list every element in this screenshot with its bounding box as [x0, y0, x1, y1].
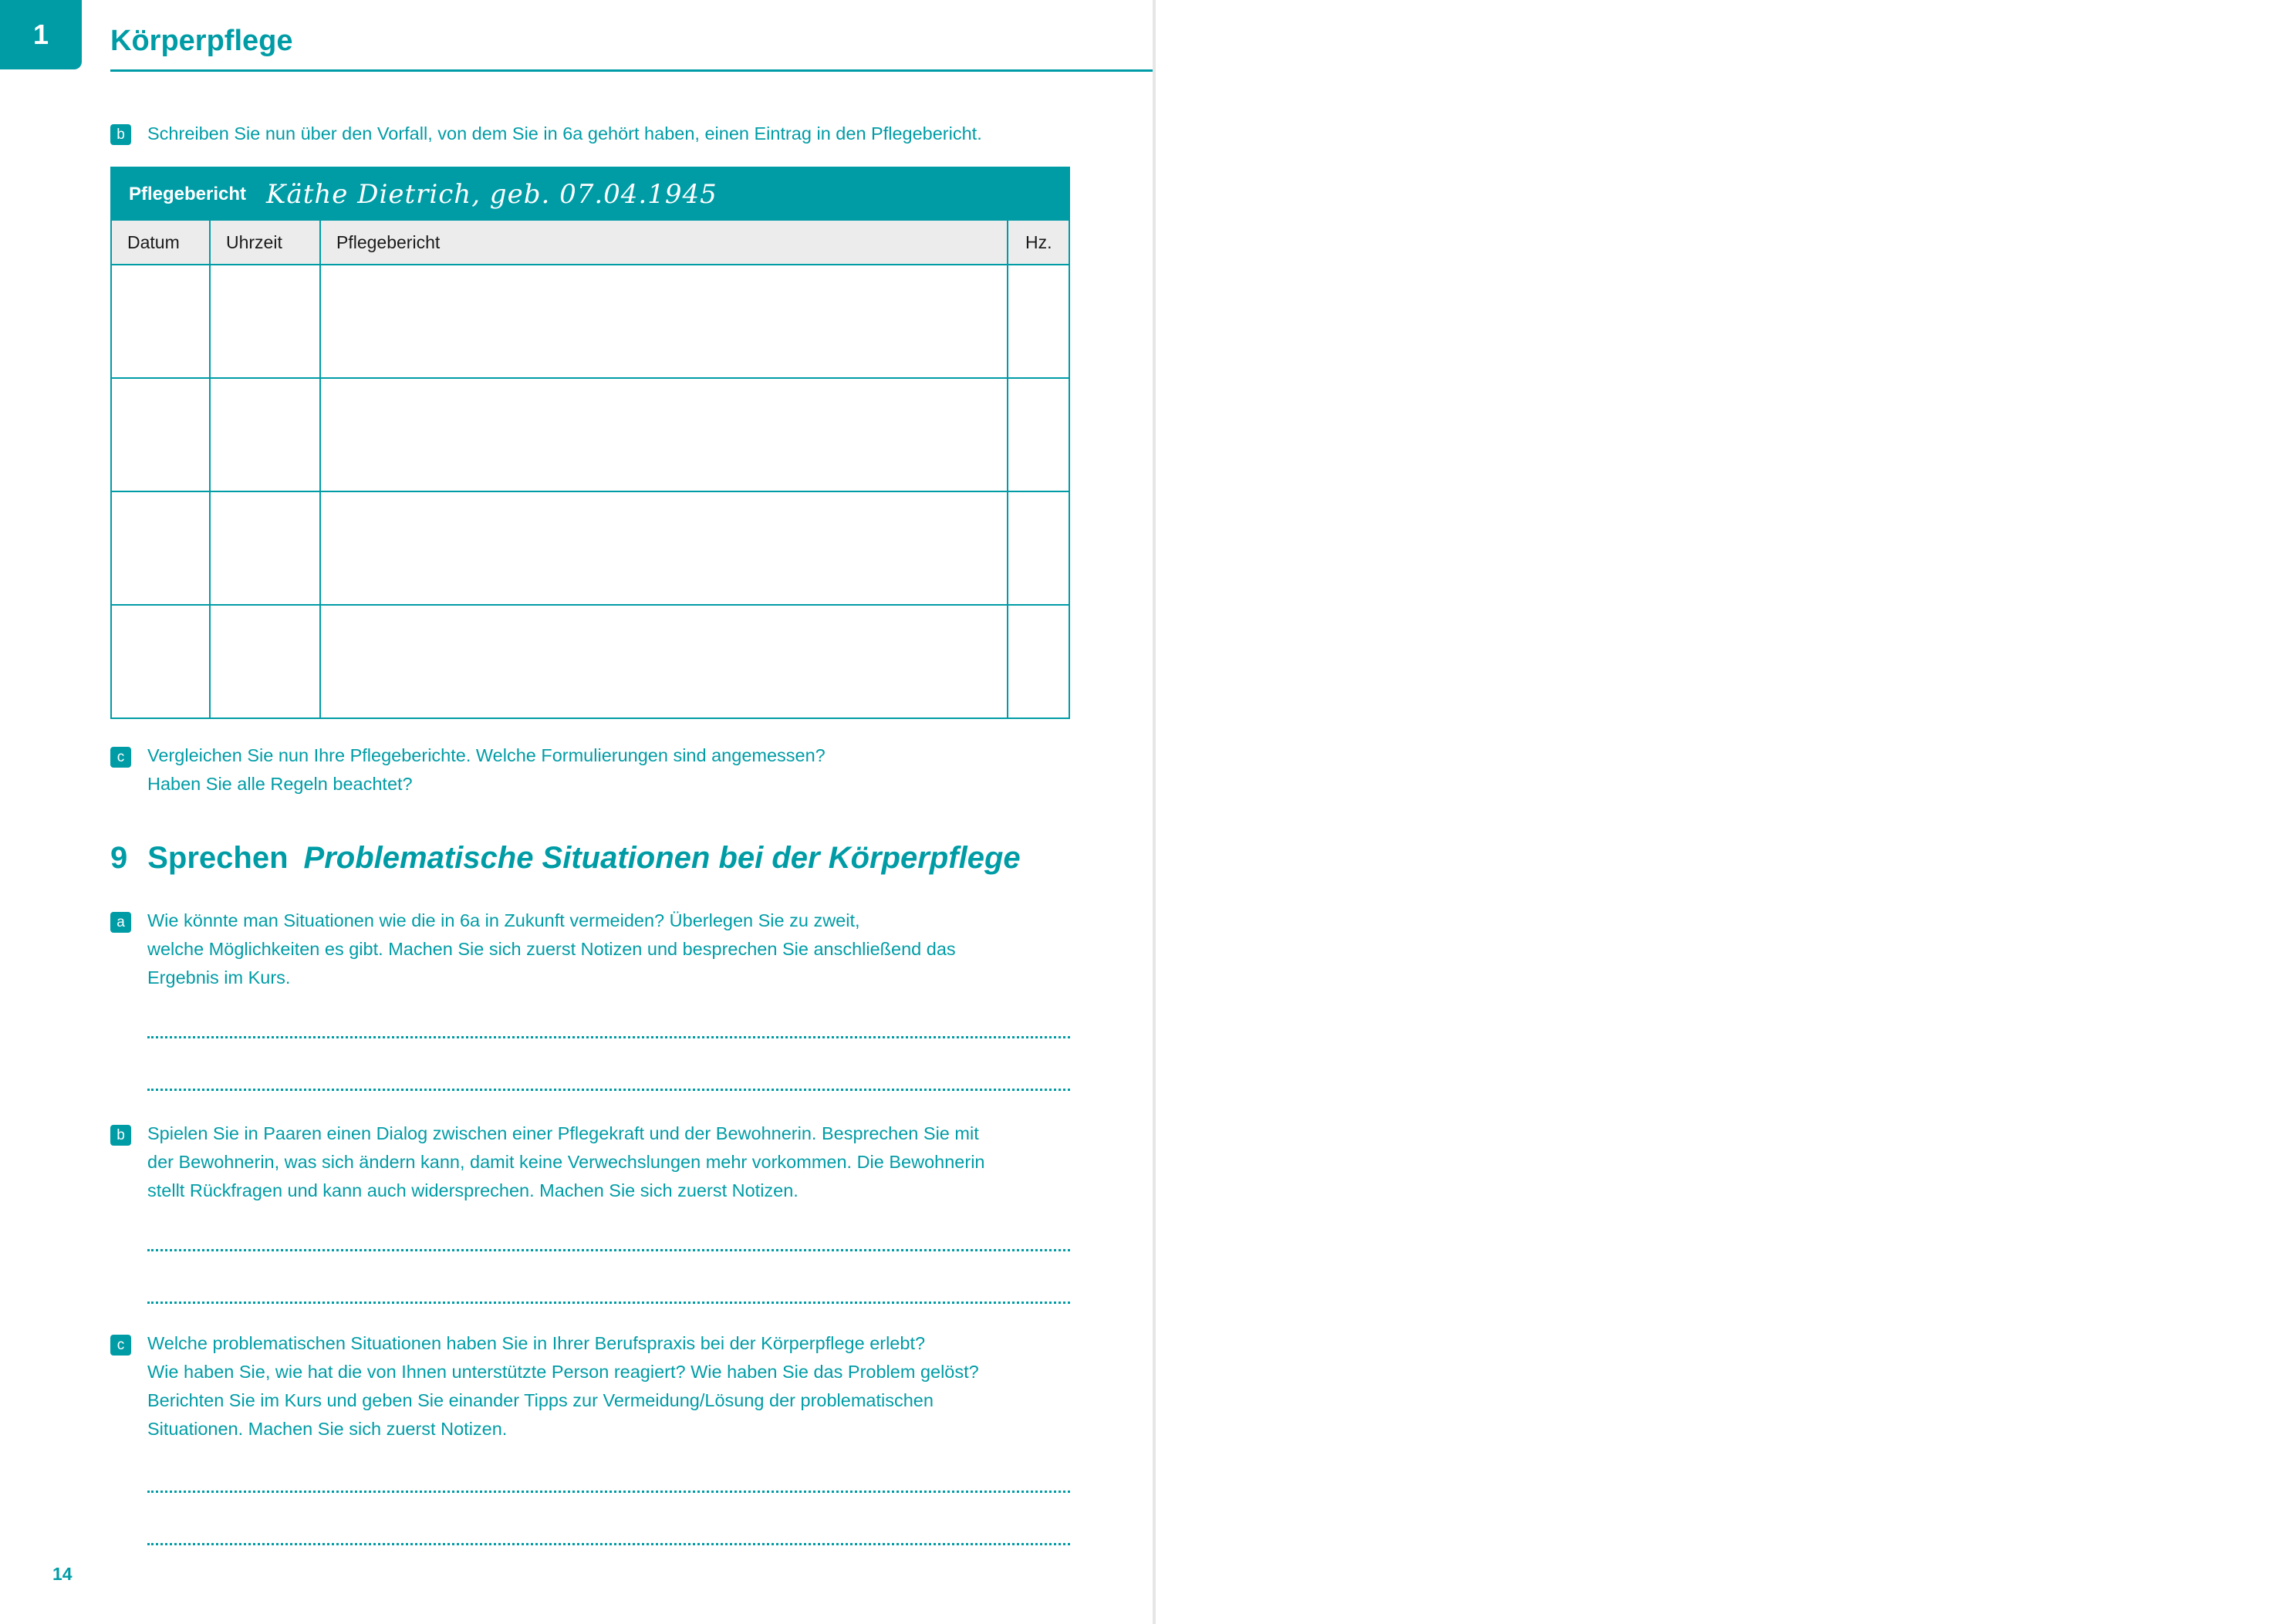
task-line: Wie haben Sie, wie hat die von Ihnen unterstützte Person reagiert? Wie haben Sie das Problem gelöst? [147, 1362, 979, 1382]
task-badge-9c: c [110, 1335, 131, 1356]
column-header-pflegebericht: Pflegebericht [321, 221, 1008, 264]
pflegebericht-cell[interactable] [321, 265, 1008, 377]
datum-cell[interactable] [112, 379, 211, 491]
task-text-9a [147, 907, 1150, 992]
task-line: Situationen. Machen Sie sich zuerst Notizen. [147, 1419, 508, 1439]
report-label: Pflegebericht [129, 184, 247, 204]
table-row [112, 492, 1069, 606]
notes-line[interactable] [147, 1089, 1070, 1091]
task-line: Haben Sie alle Regeln beachtet? [147, 774, 413, 794]
notes-line[interactable] [147, 1036, 1070, 1038]
table-row [112, 606, 1069, 717]
column-header-uhrzeit: Uhrzeit [211, 221, 321, 264]
notes-line[interactable] [147, 1491, 1070, 1493]
column-header-datum: Datum [112, 221, 211, 264]
section-title: Problematische Situationen bei der Körperpflege [303, 841, 1021, 875]
pflegebericht-cell[interactable] [321, 492, 1008, 604]
datum-cell[interactable] [112, 265, 211, 377]
title-rule [110, 69, 1153, 72]
table-row [112, 265, 1069, 379]
chapter-number-tab: 1 [0, 0, 82, 69]
datum-cell[interactable] [112, 606, 211, 717]
uhrzeit-cell[interactable] [211, 265, 321, 377]
care-report-table [110, 167, 1070, 719]
notes-line[interactable] [147, 1543, 1070, 1545]
section-number: 9 [110, 841, 128, 875]
task-badge-9b: b [110, 1125, 131, 1146]
task-text-9c [147, 1329, 1150, 1443]
task-line: stellt Rückfragen und kann auch widersprechen. Machen Sie sich zuerst Notizen. [147, 1180, 799, 1200]
hz-cell[interactable] [1008, 606, 1069, 717]
task-line: Spielen Sie in Paaren einen Dialog zwischen einer Pflegekraft und der Bewohnerin. Besprechen Sie mit [147, 1123, 979, 1143]
task-line: Welche problematischen Situationen haben Sie in Ihrer Berufspraxis bei der Körperpflege erlebt? [147, 1333, 926, 1353]
pflegebericht-cell[interactable] [321, 379, 1008, 491]
task-text-8b [147, 120, 1150, 148]
table-row [112, 379, 1069, 492]
uhrzeit-cell[interactable] [211, 379, 321, 491]
handwritten-resident-name: Käthe Dietrich, geb. 07.04.1945 [266, 179, 718, 210]
section-heading [110, 841, 1021, 876]
right-page-blank [1156, 0, 2296, 1624]
task-line: welche Möglichkeiten es gibt. Machen Sie sich zuerst Notizen und besprechen Sie anschließend das [147, 939, 956, 959]
task-line: der Bewohnerin, was sich ändern kann, damit keine Verwechslungen mehr vorkommen. Die Bewohnerin [147, 1152, 985, 1172]
column-header-row [112, 221, 1069, 265]
uhrzeit-cell[interactable] [211, 606, 321, 717]
task-line: Vergleichen Sie nun Ihre Pflegeberichte. Welche Formulierungen sind angemessen? [147, 745, 826, 765]
task-badge-8b: b [110, 124, 131, 145]
hz-cell[interactable] [1008, 379, 1069, 491]
datum-cell[interactable] [112, 492, 211, 604]
chapter-title: Körperpflege [110, 25, 293, 57]
section-label: Sprechen [147, 841, 289, 875]
task-badge-9a: a [110, 912, 131, 933]
task-badge-8c: c [110, 747, 131, 768]
notes-line[interactable] [147, 1302, 1070, 1304]
page-number: 14 [52, 1564, 73, 1584]
task-text-9b [147, 1119, 1150, 1205]
report-header [112, 168, 1069, 221]
pflegebericht-cell[interactable] [321, 606, 1008, 717]
task-line: Schreiben Sie nun über den Vorfall, von dem Sie in 6a gehört haben, einen Eintrag in den Pflegebericht. [147, 123, 982, 143]
task-line: Wie könnte man Situationen wie die in 6a in Zukunft vermeiden? Überlegen Sie zu zweit, [147, 910, 860, 930]
notes-line[interactable] [147, 1249, 1070, 1251]
hz-cell[interactable] [1008, 492, 1069, 604]
uhrzeit-cell[interactable] [211, 492, 321, 604]
task-line: Berichten Sie im Kurs und geben Sie einander Tipps zur Vermeidung/Lösung der problematischen [147, 1390, 934, 1410]
task-line: Ergebnis im Kurs. [147, 967, 291, 988]
task-text-8c [147, 741, 1150, 798]
hz-cell[interactable] [1008, 265, 1069, 377]
column-header-hz: Hz. [1025, 231, 1052, 252]
